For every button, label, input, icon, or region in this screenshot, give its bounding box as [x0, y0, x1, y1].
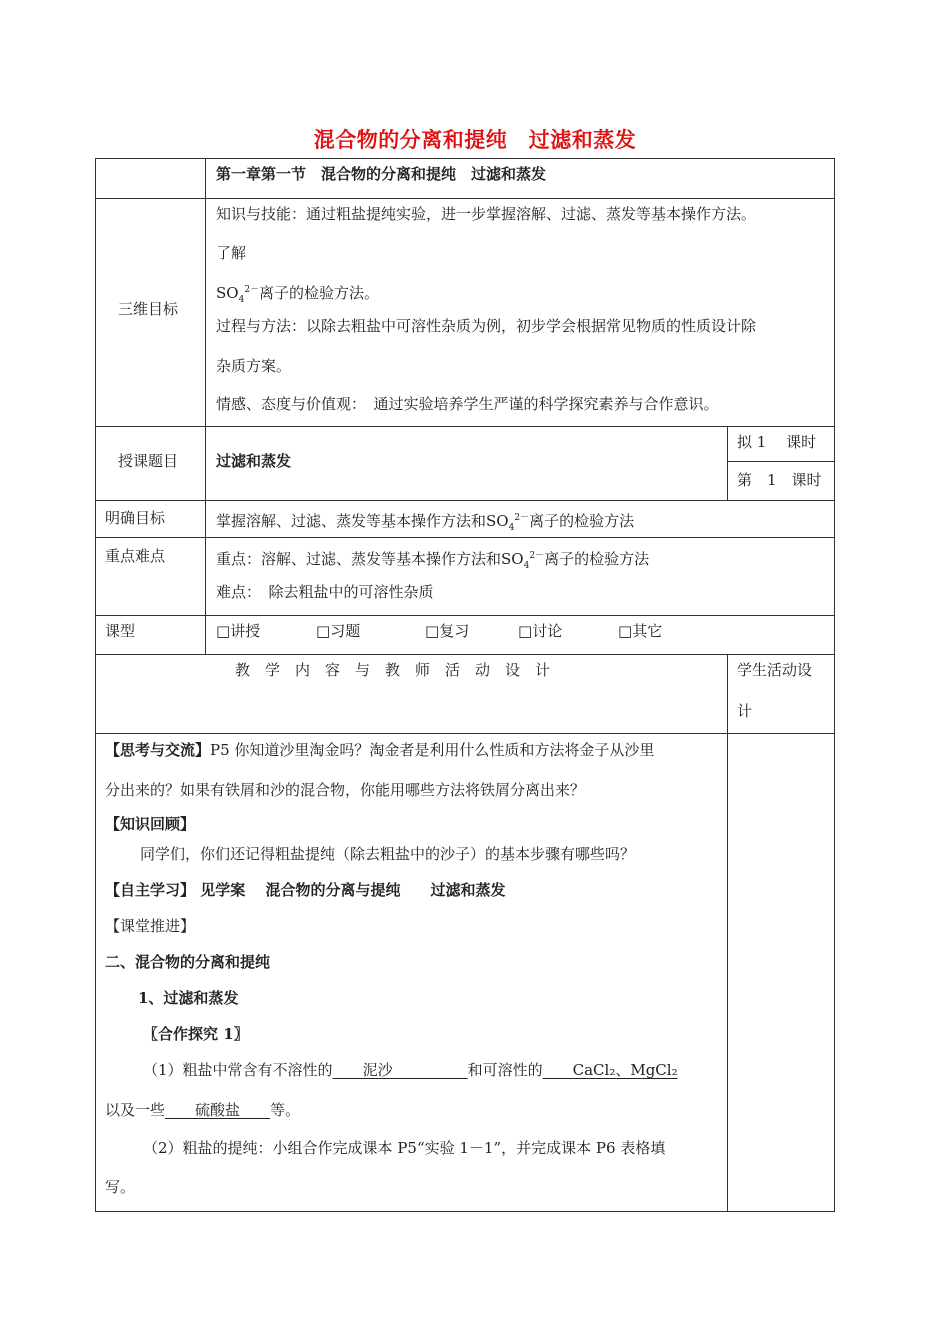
blank-answer: 泥沙: [362, 1061, 393, 1079]
lesson-type-label: 课型: [105, 622, 136, 640]
topic-current-hour: 第 1 课时: [737, 471, 822, 489]
checkbox-icon[interactable]: □: [518, 622, 533, 640]
question-2: （2）粗盐的提纯：小组合作完成课本 P5“实验 1－1”，并完成课本 P6 表格填: [143, 1139, 666, 1157]
checkbox-icon[interactable]: □: [316, 622, 331, 640]
goals-knowledge: 知识与技能：通过粗盐提纯实验，进一步掌握溶解、过滤、蒸发等基本操作方法。: [216, 205, 757, 223]
goals-attitude: 情感、态度与价值观： 通过实验培养学生严谨的科学探究素养与合作意识。: [216, 395, 719, 413]
row-divider: [95, 500, 835, 501]
class-push: 【课堂推进】: [105, 917, 196, 935]
row-divider: [95, 654, 835, 655]
think-exchange: 【思考与交流】P5 你知道沙里淘金吗？淘金者是利用什么性质和方法将金子从沙里: [105, 741, 655, 759]
objective-label: 明确目标: [105, 509, 166, 527]
section-heading: 二、混合物的分离和提纯: [105, 953, 271, 971]
goals-process-cont: 杂质方案。: [216, 357, 292, 375]
goals-knowledge-cont: 了解: [216, 244, 247, 262]
goals-label: 三维目标: [118, 300, 179, 318]
col-divider: [205, 158, 206, 655]
think-exchange-cont: 分出来的？如果有铁屑和沙的混合物，你能用哪些方法将铁屑分离出来？: [105, 781, 586, 799]
row-divider: [727, 461, 835, 462]
lesson-type-other[interactable]: □其它: [618, 622, 663, 640]
blank-answer: CaCl₂、MgCl₂: [572, 1061, 678, 1079]
checkbox-icon[interactable]: □: [216, 622, 231, 640]
student-activity-header: 学生活动设: [737, 661, 813, 679]
keypoints-difficult: 难点： 除去粗盐中的可溶性杂质: [216, 583, 434, 601]
coop-explore-heading: 〖合作探究 1〗: [143, 1025, 249, 1043]
chapter-heading: 第一章第一节 混合物的分离和提纯 过滤和蒸发: [216, 165, 547, 183]
topic-planned-hours: 拟 1 课时: [737, 433, 817, 451]
col-divider: [727, 426, 728, 501]
table-border-top: [95, 158, 835, 159]
table-border-bottom: [95, 1211, 835, 1212]
lesson-type-discussion[interactable]: □讨论: [518, 622, 563, 640]
subsection-heading: 1、过滤和蒸发: [138, 989, 239, 1007]
knowledge-review-label: 【知识回顾】: [105, 815, 196, 833]
col-divider: [727, 654, 728, 1212]
keypoints-key: 重点：溶解、过滤、蒸发等基本操作方法和$SO_4^{2-}$离子的检验方法: [216, 550, 650, 571]
table-border-left: [95, 158, 96, 1212]
lesson-type-exercise[interactable]: □习题: [316, 622, 361, 640]
page-title: 混合物的分离和提纯 过滤和蒸发: [313, 128, 637, 152]
keypoints-label: 重点难点: [105, 547, 166, 565]
topic-value: 过滤和蒸发: [216, 452, 292, 470]
design-header: 教 学 内 容 与 教 师 活 动 设 计: [235, 661, 551, 679]
blank-answer: 硫酸盐: [195, 1101, 241, 1119]
topic-label: 授课题目: [118, 452, 179, 470]
student-activity-header-cont: 计: [737, 702, 753, 720]
objective-text: 掌握溶解、过滤、蒸发等基本操作方法和$SO_4^{2-}$离子的检验方法: [216, 512, 635, 533]
checkbox-icon[interactable]: □: [425, 622, 440, 640]
goals-sulfate: $SO_4^{2-}$离子的检验方法。: [216, 284, 380, 305]
row-divider: [95, 733, 835, 734]
goals-process: 过程与方法：以除去粗盐中可溶性杂质为例，初步学会根据常见物质的性质设计除: [216, 317, 757, 335]
row-divider: [95, 426, 835, 427]
knowledge-review-text: 同学们，你们还记得粗盐提纯（除去粗盐中的沙子）的基本步骤有哪些吗？: [140, 845, 636, 863]
row-divider: [95, 615, 835, 616]
question-1-cont: 以及一些 硫酸盐 等。: [105, 1101, 301, 1119]
question-2-cont: 写。: [105, 1178, 136, 1196]
table-border-right: [834, 158, 835, 1212]
checkbox-icon[interactable]: □: [618, 622, 633, 640]
lesson-type-lecture[interactable]: □讲授: [216, 622, 261, 640]
lesson-type-review[interactable]: □复习: [425, 622, 470, 640]
self-study: 【自主学习】 见学案 混合物的分离与提纯 过滤和蒸发: [105, 881, 506, 899]
question-1: （1）粗盐中常含有不溶性的 泥沙 和可溶性的 CaCl₂、MgCl₂: [143, 1061, 678, 1079]
row-divider: [95, 198, 835, 199]
